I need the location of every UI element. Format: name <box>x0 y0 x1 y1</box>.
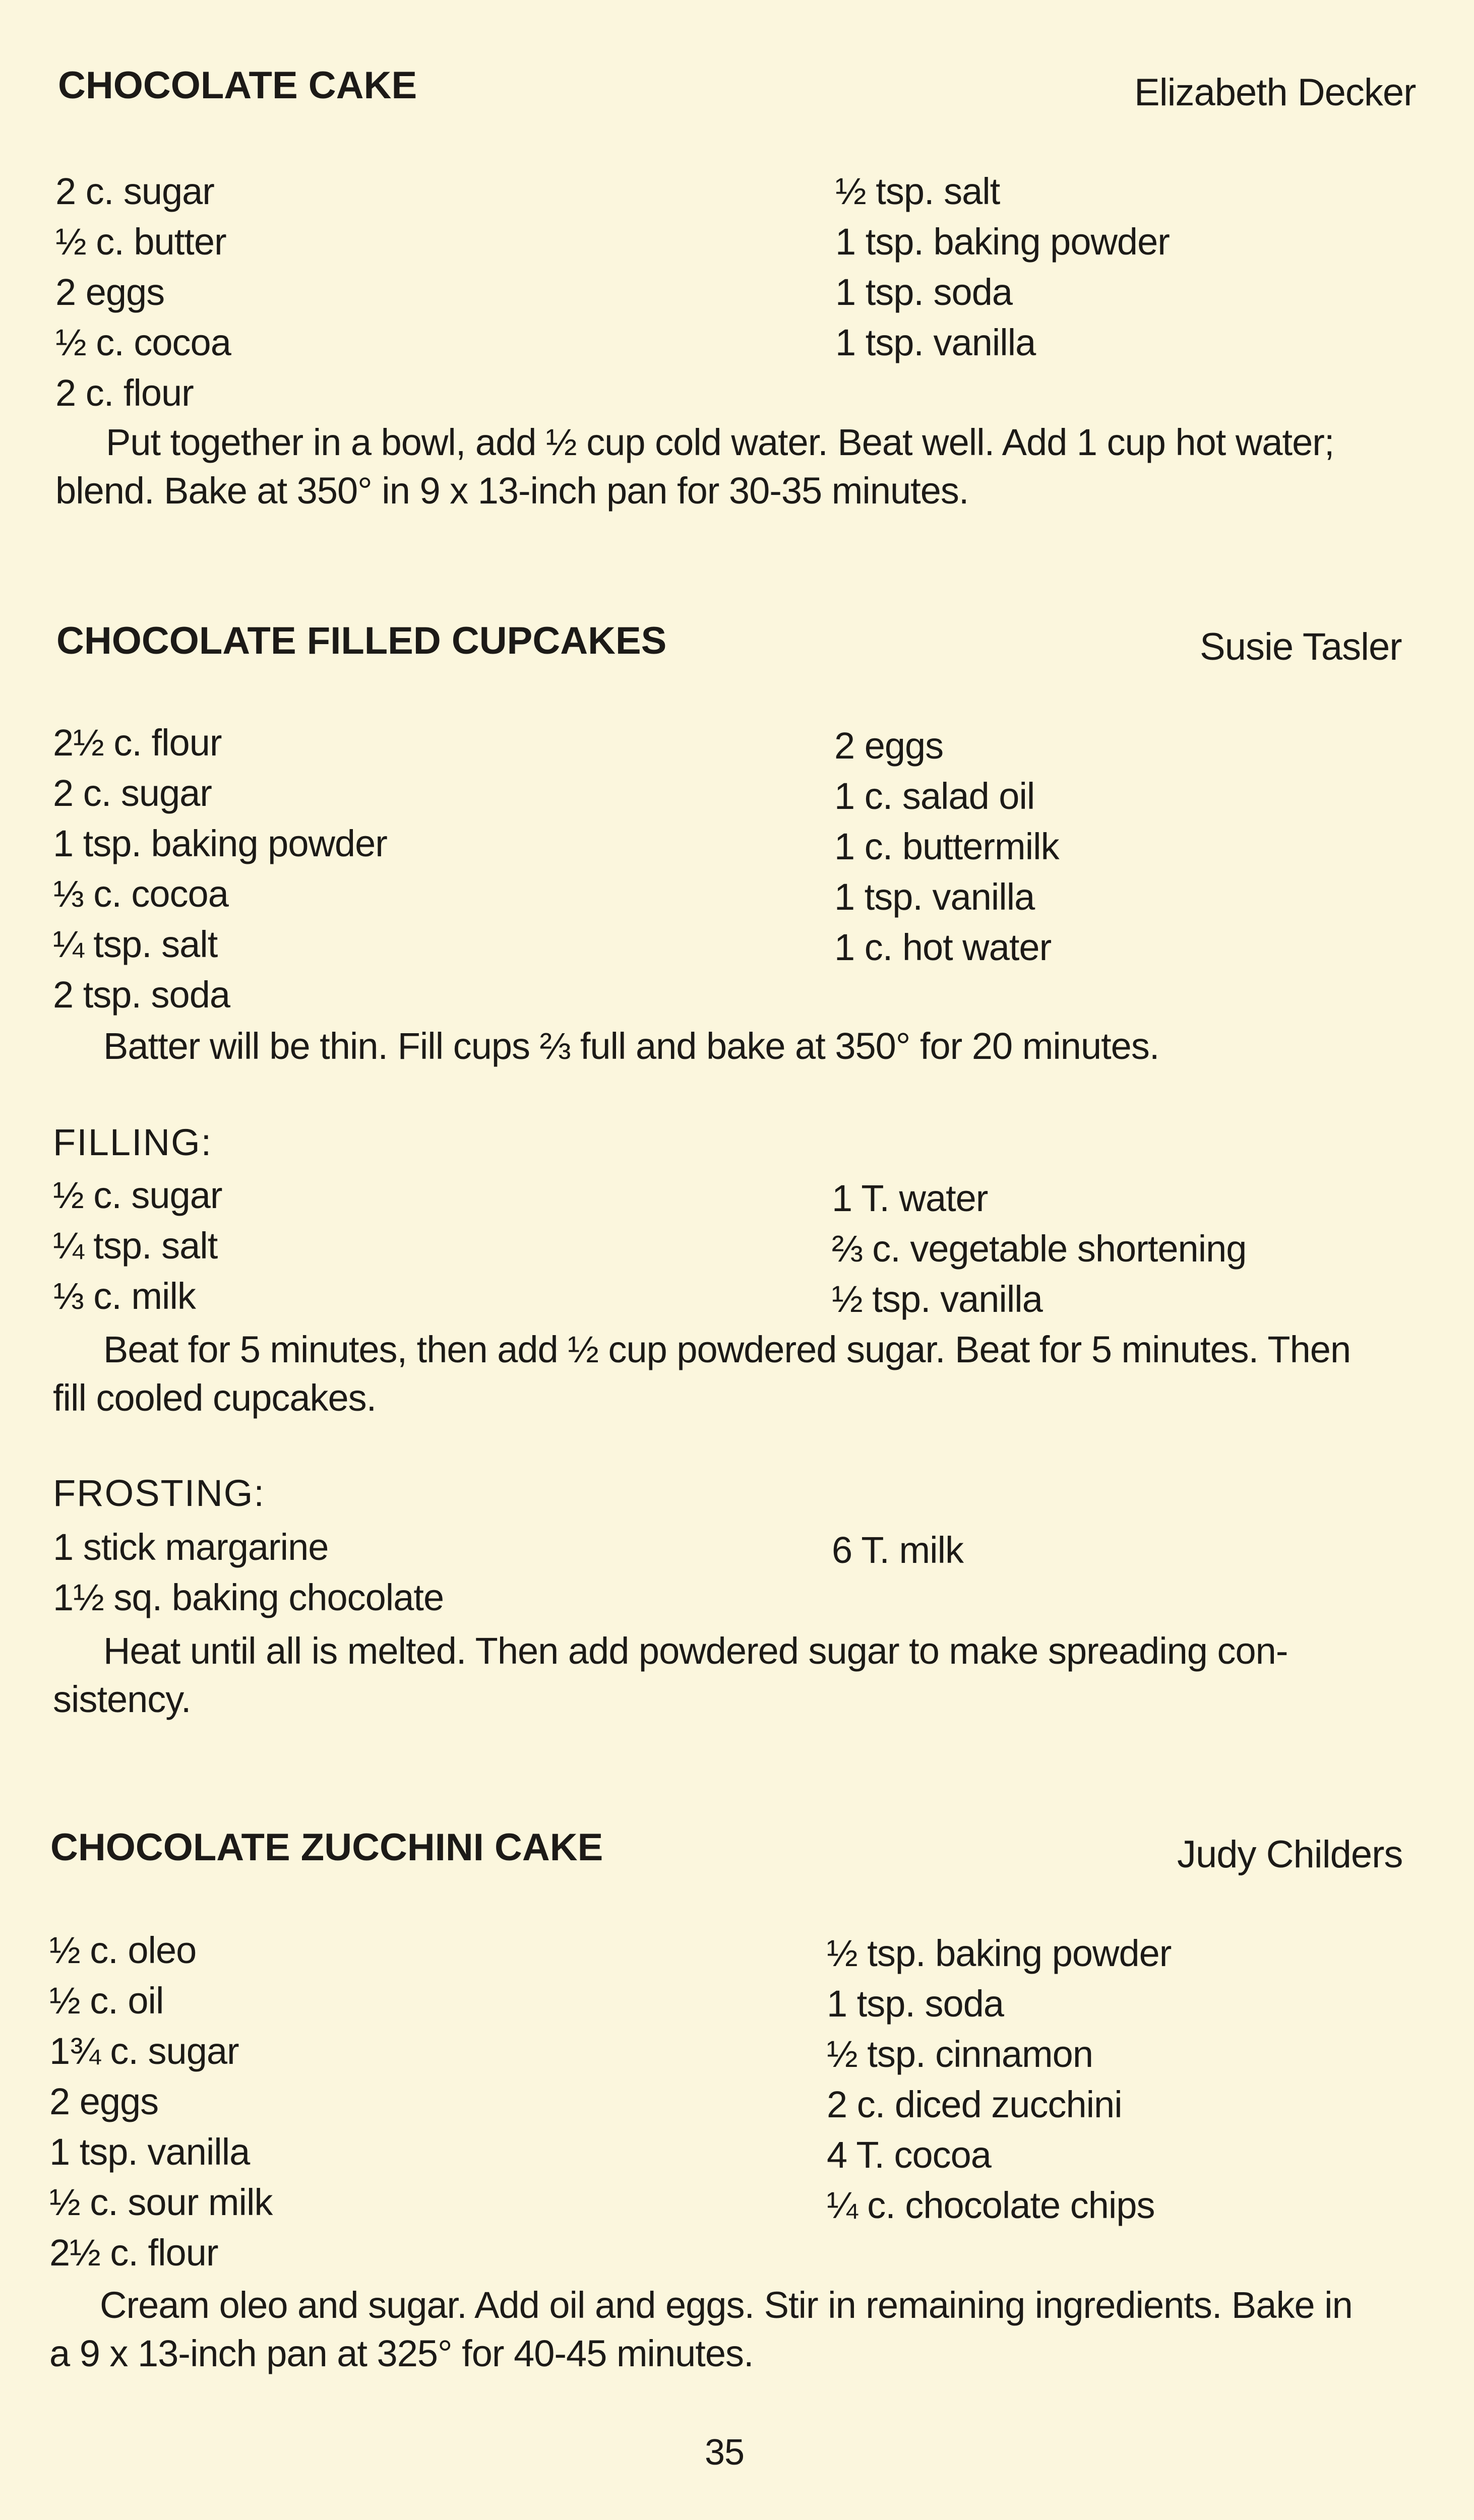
ingredient-list-right <box>835 166 1170 368</box>
ingredient: ½ tsp. vanilla <box>832 1278 1042 1320</box>
ingredient-list-left <box>53 1522 444 1623</box>
ingredient: ⅔ c. vegetable shortening <box>832 1228 1247 1270</box>
recipe-author: Judy Childers <box>1177 1833 1403 1876</box>
directions-line: Cream oleo and sugar. Add oil and eggs. Stir in remaining ingredients. Bake in <box>100 2284 1353 2326</box>
ingredient: 1 tsp. baking powder <box>835 221 1170 263</box>
ingredient: 2 eggs <box>55 271 165 313</box>
ingredient: ¼ tsp. salt <box>53 1225 218 1267</box>
ingredient: ⅓ c. milk <box>53 1275 196 1317</box>
ingredient: 4 T. cocoa <box>827 2134 991 2176</box>
ingredient: 1 tsp. soda <box>827 1983 1004 2025</box>
recipe-directions <box>53 1326 1414 1422</box>
recipe-directions <box>49 2281 1410 2378</box>
ingredient: 2 tsp. soda <box>53 974 230 1016</box>
recipe-directions <box>55 418 1417 515</box>
ingredient: 2 eggs <box>49 2081 159 2122</box>
ingredient: ½ tsp. baking powder <box>827 1932 1172 1974</box>
ingredient: ½ tsp. cinnamon <box>827 2033 1093 2075</box>
directions-line: sistency. <box>53 1678 191 1720</box>
page-number: 35 <box>705 2432 745 2473</box>
ingredient-list-right <box>832 1525 963 1576</box>
ingredient: 1 tsp. vanilla <box>835 322 1036 363</box>
ingredient: 1 tsp. baking powder <box>53 823 387 864</box>
ingredient: ½ c. cocoa <box>55 322 231 363</box>
ingredient: ½ c. oil <box>49 1980 164 2022</box>
ingredient: ½ c. sugar <box>53 1174 222 1216</box>
recipe-directions <box>53 1022 1414 1070</box>
ingredient: ½ c. oleo <box>49 1929 197 1971</box>
recipe-author: Susie Tasler <box>1200 625 1402 668</box>
ingredient-list-right <box>832 1173 1246 1325</box>
ingredient-list-left <box>53 1170 222 1321</box>
ingredient: 1 c. buttermilk <box>834 826 1059 867</box>
ingredient: 2 eggs <box>834 725 944 767</box>
recipe-author: Elizabeth Decker <box>1134 71 1416 114</box>
ingredient: 1¾ c. sugar <box>49 2030 239 2072</box>
ingredient: 2½ c. flour <box>49 2232 218 2274</box>
directions-line: Beat for 5 minutes, then add ½ cup powdered sugar. Beat for 5 minutes. Then <box>103 1329 1351 1370</box>
ingredient: 2 c. flour <box>55 372 194 414</box>
ingredient: 6 T. milk <box>832 1529 964 1571</box>
ingredient-list-right <box>827 1928 1171 2231</box>
recipe-directions <box>53 1627 1414 1724</box>
ingredient: 1 c. hot water <box>834 926 1052 968</box>
ingredient: ¼ c. chocolate chips <box>827 2184 1155 2226</box>
ingredient: 1 tsp. vanilla <box>834 876 1035 918</box>
ingredient-list-left <box>55 166 231 418</box>
ingredient: 1 tsp. vanilla <box>49 2131 250 2173</box>
ingredient: ⅓ c. cocoa <box>53 873 228 915</box>
directions-line: Put together in a bowl, add ½ cup cold water. Beat well. Add 1 cup hot water; <box>106 421 1334 463</box>
ingredient: 1 c. salad oil <box>834 775 1035 817</box>
directions-line: blend. Bake at 350° in 9 x 13-inch pan for 30-35 minutes. <box>55 470 969 512</box>
ingredient: ½ c. sour milk <box>49 2181 273 2223</box>
ingredient: 1½ sq. baking chocolate <box>53 1577 444 1618</box>
ingredient: 1 stick margarine <box>53 1526 329 1568</box>
ingredient: 2 c. diced zucchini <box>827 2084 1122 2125</box>
recipe-title: CHOCOLATE CAKE <box>58 64 417 107</box>
ingredient: 2½ c. flour <box>53 722 222 764</box>
ingredient: 2 c. sugar <box>55 170 214 212</box>
ingredient-list-left <box>49 1925 272 2278</box>
ingredient-list-left <box>53 718 387 1020</box>
directions-line: Heat until all is melted. Then add powdered sugar to make spreading con- <box>103 1630 1288 1672</box>
directions-line: Batter will be thin. Fill cups ⅔ full and bake at 350° for 20 minutes. <box>103 1025 1159 1067</box>
directions-line: a 9 x 13-inch pan at 325° for 40-45 minutes. <box>49 2333 754 2374</box>
ingredient: ½ tsp. salt <box>835 170 1000 212</box>
ingredient-list-right <box>834 721 1059 973</box>
ingredient: 2 c. sugar <box>53 772 212 814</box>
ingredient: ½ c. butter <box>55 221 226 263</box>
ingredient: ¼ tsp. salt <box>53 923 218 965</box>
ingredient: 1 tsp. soda <box>835 271 1013 313</box>
recipe-title: CHOCOLATE FILLED CUPCAKES <box>56 619 667 662</box>
section-heading-filling: FILLING: <box>53 1121 213 1163</box>
directions-line: fill cooled cupcakes. <box>53 1377 377 1419</box>
ingredient: 1 T. water <box>832 1177 988 1219</box>
section-heading-frosting: FROSTING: <box>53 1472 265 1514</box>
recipe-title: CHOCOLATE ZUCCHINI CAKE <box>50 1826 603 1869</box>
